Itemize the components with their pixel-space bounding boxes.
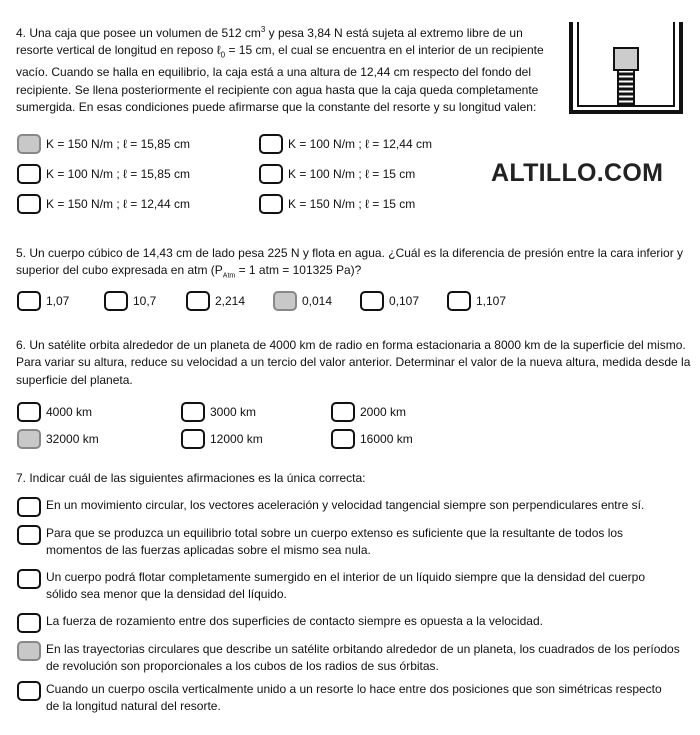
checkbox[interactable] xyxy=(181,402,205,422)
option-label: 12000 km xyxy=(210,432,263,446)
q7-option-4[interactable] xyxy=(17,613,677,633)
option-label: 0,107 xyxy=(389,294,420,308)
option-label: En las trayectorias circulares que describe un satélite orbitando alrededor de un planeta, los cuadrados de los períodos de revolución son proporcionales a los cubos de los radios de sus órbitas. xyxy=(46,642,680,674)
option-label: 1,07 xyxy=(46,294,70,308)
option-label: 2,214 xyxy=(215,294,246,308)
option-label: K = 150 N/m ; ℓ = 12,44 cm xyxy=(46,197,190,211)
checkbox[interactable] xyxy=(17,134,41,154)
checkbox[interactable] xyxy=(259,194,283,214)
option-label: K = 150 N/m ; ℓ = 15 cm xyxy=(288,197,416,211)
q6-option-4[interactable] xyxy=(17,429,99,449)
checkbox[interactable] xyxy=(17,402,41,422)
checkbox[interactable] xyxy=(17,681,41,701)
q6-option-2[interactable] xyxy=(181,402,256,422)
q7-option-2[interactable] xyxy=(17,525,677,560)
option-label: Para que se produzca un equilibrio total sobre un cuerpo extenso es suficiente que la resultante de todos los momentos de las fuerzas aplicadas sobre el mismo sea nula. xyxy=(46,526,624,558)
option-label: 16000 km xyxy=(360,432,413,446)
checkbox[interactable] xyxy=(181,429,205,449)
checkbox[interactable] xyxy=(17,194,41,214)
option-label: 2000 km xyxy=(360,405,407,419)
option-label: 32000 km xyxy=(46,432,99,446)
q4-option-3[interactable] xyxy=(17,164,190,184)
question-5-text: 5. Un cuerpo cúbico de 14,43 cm de lado pesa 225 N y flota en agua. ¿Cuál es la diferencia de presión entre la cara inferior y superior del cubo expresada en atm ($P_{Atm} = 1$ atm = 101325 Pa)? xyxy=(16,246,684,280)
option-label: 3000 km xyxy=(210,405,257,419)
option-label: K = 100 N/m ; ℓ = 15,85 cm xyxy=(46,167,190,181)
q4-option-6[interactable] xyxy=(259,194,415,214)
question-7-text: 7. Indicar cuál de las siguientes afirmaciones es la única correcta: xyxy=(16,471,366,485)
checkbox[interactable] xyxy=(273,291,297,311)
option-label: K = 100 N/m ; ℓ = 15 cm xyxy=(288,167,416,181)
checkbox[interactable] xyxy=(17,641,41,661)
checkbox[interactable] xyxy=(17,613,41,633)
checkbox[interactable] xyxy=(186,291,210,311)
checkbox[interactable] xyxy=(17,291,41,311)
checkbox[interactable] xyxy=(360,291,384,311)
checkbox[interactable] xyxy=(331,429,355,449)
option-label: 1,107 xyxy=(476,294,507,308)
option-label: K = 150 N/m ; ℓ = 15,85 cm xyxy=(46,137,190,151)
q5-option-2[interactable] xyxy=(104,291,156,311)
q5-option-4[interactable] xyxy=(273,291,332,311)
q4-option-4[interactable] xyxy=(259,164,415,184)
q6-option-1[interactable] xyxy=(17,402,92,422)
q7-option-5[interactable] xyxy=(17,641,683,676)
q5-option-5[interactable] xyxy=(360,291,419,311)
spring-container-diagram xyxy=(566,20,686,120)
q4-option-2[interactable] xyxy=(259,134,432,154)
q6-option-6[interactable] xyxy=(331,429,413,449)
question-6-text: 6. Un satélite orbita alrededor de un planeta de 4000 km de radio en forma estacionaria a 8000 km de la superficie del mismo. Para variar su altura, reduce su velocidad a un tercio del valor anterior. Determinar el valor de la nueva altura, medida desde la superficie del planeta. xyxy=(16,338,691,387)
site-logo: ALTILLO.COM xyxy=(491,159,664,187)
q5-option-3[interactable] xyxy=(186,291,245,311)
checkbox[interactable] xyxy=(17,525,41,545)
q4-option-1[interactable] xyxy=(17,134,190,154)
checkbox[interactable] xyxy=(17,429,41,449)
q5-option-6[interactable] xyxy=(447,291,506,311)
option-label: 0,014 xyxy=(302,294,333,308)
option-label: 4000 km xyxy=(46,405,93,419)
q6-option-5[interactable] xyxy=(181,429,263,449)
q6-option-3[interactable] xyxy=(331,402,406,422)
checkbox[interactable] xyxy=(17,497,41,517)
q7-option-1[interactable] xyxy=(17,497,693,517)
option-label: K = 100 N/m ; ℓ = 12,44 cm xyxy=(288,137,432,151)
checkbox[interactable] xyxy=(331,402,355,422)
checkbox[interactable] xyxy=(259,134,283,154)
question-4-text: 4. Una caja que posee un volumen de 512 $cm^3$ y pesa 3,84 N está sujeta al extremo libre de un resorte vertical de longitud en reposo ℓ$_0$ = 15 cm, el cual se encuentra en el interior de un recipiente vacío. Cuando se halla en equilibrio, la caja está a una altura de 12,44 cm respecto del fondo del recipiente. Se llena posteriormente el recipiente con agua hasta que la caja queda completamente sumergida. En esas condiciones puede afirmarse que la constante del resorte y su longitud valen: xyxy=(16,25,544,115)
q7-option-3[interactable] xyxy=(17,569,677,604)
option-label: La fuerza de rozamiento entre dos superficies de contacto siempre es opuesta a la velocidad. xyxy=(46,614,543,628)
checkbox[interactable] xyxy=(447,291,471,311)
checkbox[interactable] xyxy=(259,164,283,184)
option-label: 10,7 xyxy=(133,294,157,308)
option-label: En un movimiento circular, los vectores aceleración y velocidad tangencial siempre son perpendiculares entre sí. xyxy=(46,498,645,512)
checkbox[interactable] xyxy=(17,569,41,589)
option-label: Un cuerpo podrá flotar completamente sumergido en el interior de un líquido siempre que la densidad del cuerpo sólido sea menor que la densidad del líquido. xyxy=(46,570,646,602)
checkbox[interactable] xyxy=(17,164,41,184)
checkbox[interactable] xyxy=(104,291,128,311)
q7-option-6[interactable] xyxy=(17,681,677,716)
option-label: Cuando un cuerpo oscila verticalmente unido a un resorte lo hace entre dos posiciones que son simétricas respecto de la longitud natural del resorte. xyxy=(46,682,662,714)
q4-option-5[interactable] xyxy=(17,194,190,214)
q5-option-1[interactable] xyxy=(17,291,69,311)
